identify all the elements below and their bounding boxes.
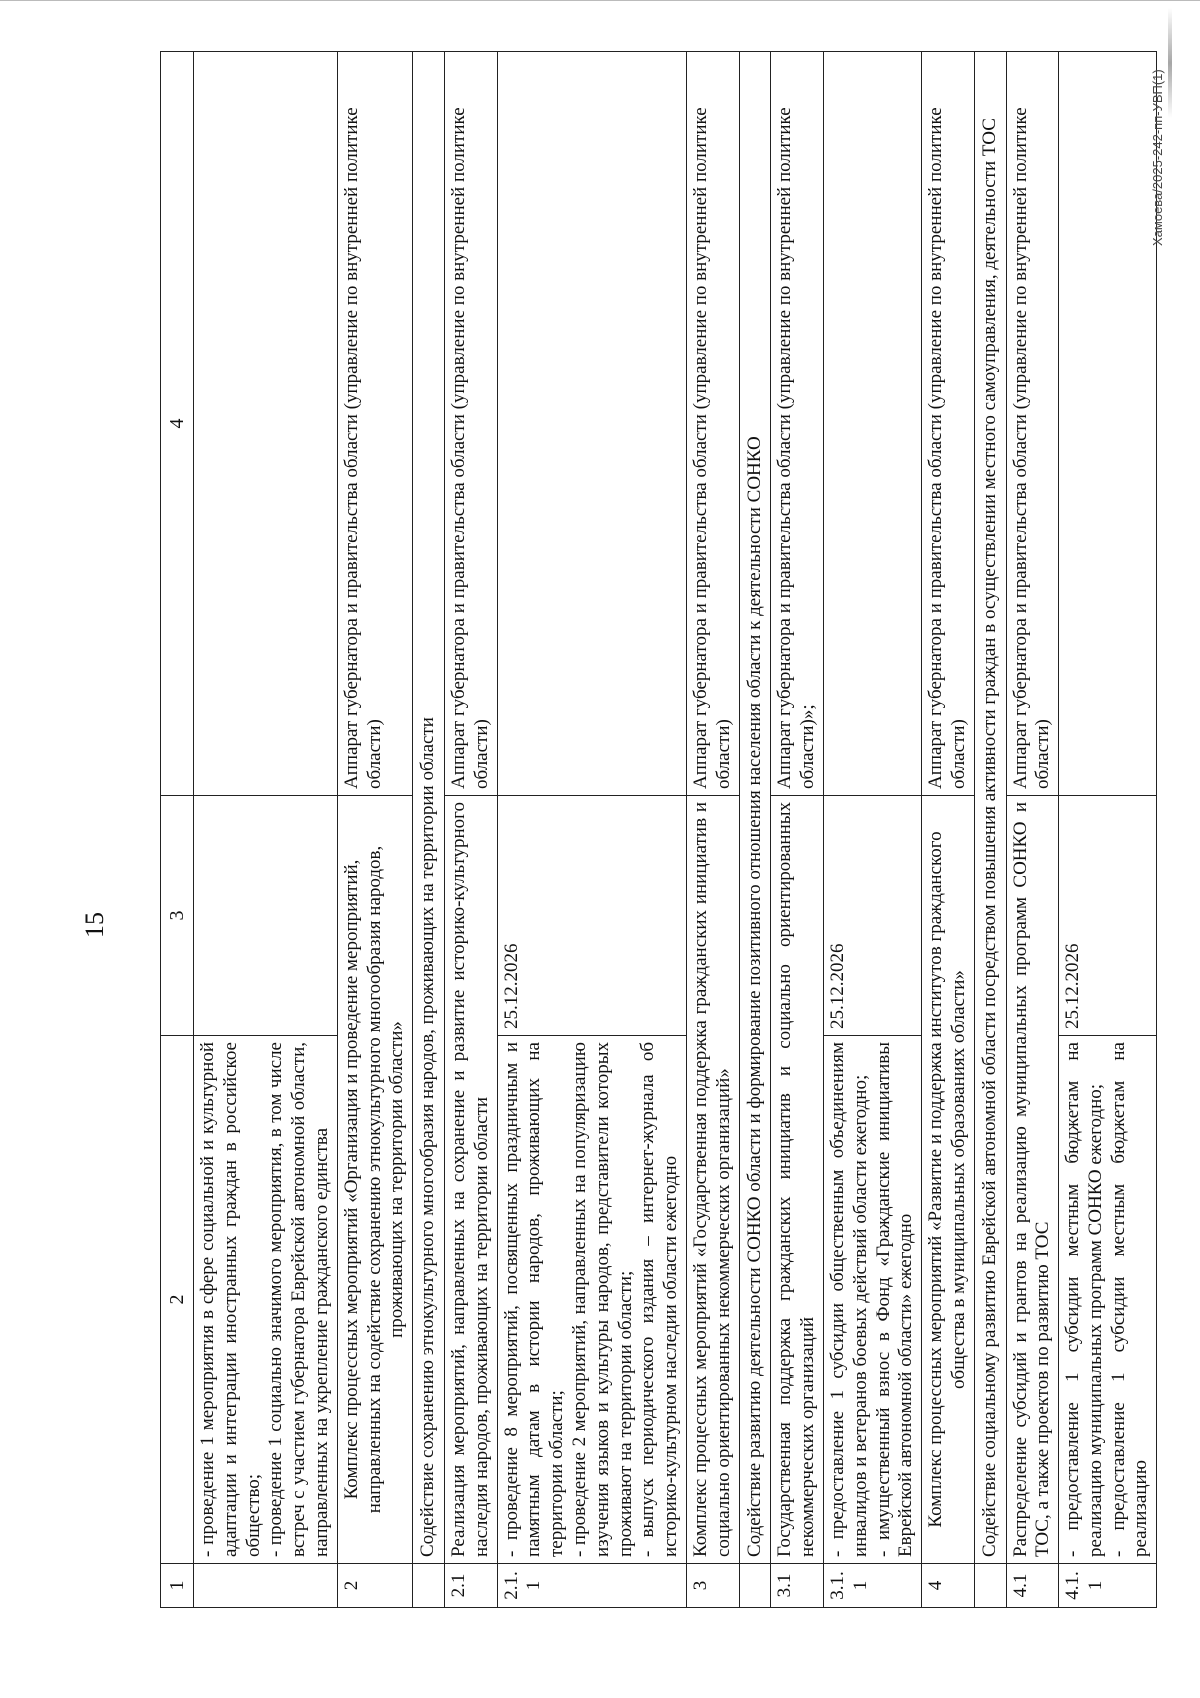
row-deadline [194, 796, 338, 1036]
row-number: 3.1 [771, 1564, 824, 1608]
row-number: 2.1.1 [497, 1564, 686, 1608]
table-row [194, 52, 338, 1608]
table-row [1006, 52, 1059, 1608]
table-row [444, 52, 497, 1608]
section-title: Содействие развитию деятельности СОНКО области и формирование позитивного отношения населения области к деятельности СОНКО [739, 52, 771, 1564]
description-line: - проведение 8 мероприятий, посвященных праздничным и памятным датам в истории народов, проживающих на территории области; [500, 1042, 568, 1557]
row-number [413, 1564, 445, 1608]
section-row [413, 52, 445, 1608]
row-deadline: 25.12.2026 [823, 796, 921, 1036]
row-description [1059, 1036, 1157, 1564]
row-number: 3.1.1 [823, 1564, 921, 1608]
row-deadline: 25.12.2026 [1059, 796, 1157, 1036]
section-title: Содействие социальному развитию Еврейской автономной области посредством повышения активности граждан в осуществлении местного самоуправления, деятельности ТОС [974, 52, 1006, 1564]
description-line: - предоставление 1 субсидии местным бюджетам на реализацию [1107, 1042, 1152, 1557]
row-number: 3 [686, 1564, 739, 1608]
table-row [922, 52, 975, 1608]
row-number [974, 1564, 1006, 1608]
header-col-3: 3 [161, 796, 194, 1036]
section-row [974, 52, 1006, 1608]
header-col-2: 2 [161, 1036, 194, 1564]
section-title: Содействие сохранению этнокультурного многообразия народов, проживающих на территории области [413, 52, 445, 1564]
row-description [497, 1036, 686, 1564]
row-description: Государственная поддержка гражданских инициатив и социально ориентированных некоммерческих организаций [771, 796, 824, 1564]
row-responsible [194, 52, 338, 796]
row-responsible: Аппарат губернатора и правительства области (управление по внутренней политике области) [337, 52, 412, 796]
row-number [194, 1564, 338, 1608]
description-line: - предоставление 1 субсидии местным бюджетам на реализацию муниципальных программ СОНКО ежегодно; [1062, 1042, 1106, 1557]
row-number: 4.1.1 [1059, 1564, 1157, 1608]
description-line: - проведение 1 мероприятия в сфере социальной и культурной адаптации и интеграции иностранных граждан в российское общество; [197, 1042, 264, 1557]
program-measures-table [160, 51, 1157, 1608]
row-responsible [1059, 52, 1157, 796]
table-row [823, 52, 921, 1608]
header-col-4: 4 [161, 52, 194, 796]
row-number: 4 [922, 1564, 975, 1608]
row-description [823, 1036, 921, 1564]
row-responsible: Аппарат губернатора и правительства области (управление по внутренней политике области) [444, 52, 497, 796]
row-responsible [497, 52, 686, 796]
row-number: 2 [337, 1564, 412, 1608]
table-row [771, 52, 824, 1608]
row-description: Комплекс процессных мероприятий «Развитие и поддержка институтов гражданского общества в муниципальных образованиях области» [922, 796, 975, 1564]
row-deadline: 25.12.2026 [497, 796, 686, 1036]
row-responsible: Аппарат губернатора и правительства области (управление по внутренней политике области) [1006, 52, 1059, 796]
row-description: Комплекс процессных мероприятий «Организация и проведение мероприятий, направленных на содействие сохранению этнокультурного многообразия народов, проживающих на территории области» [337, 796, 412, 1564]
table-header-row [161, 52, 194, 1608]
table-row [1059, 52, 1157, 1608]
row-description: Комплекс процессных мероприятий «Государственная поддержка гражданских инициатив и социально ориентированных некоммерческих организаций» [686, 796, 739, 1564]
page-number: 15 [80, 912, 109, 938]
table-row [337, 52, 412, 1608]
table-row [497, 52, 686, 1608]
row-responsible: Аппарат губернатора и правительства области (управление по внутренней политике области) [686, 52, 739, 796]
row-number: 4.1 [1006, 1564, 1059, 1608]
row-responsible: Аппарат губернатора и правительства области (управление по внутренней политике области)»; [771, 52, 824, 796]
row-description [194, 1036, 338, 1564]
header-col-1: 1 [161, 1564, 194, 1608]
description-line: - проведение 2 мероприятий, направленных на популяризацию изучения языков и культуры народов, представители которых проживают на территории области; [568, 1042, 636, 1557]
description-line: - проведение 1 социально значимого мероприятия, в том числе встреч с участием губернатора Еврейской автономной области, направленных на укрепление гражданского единства [265, 1042, 332, 1557]
row-description: Распределение субсидий и грантов на реализацию муниципальных программ СОНКО и ТОС, а также проектов по развитию ТОС [1006, 796, 1059, 1564]
document-footer-code: Хамоева/2025-242-пп-УВП(1) [1150, 69, 1165, 246]
section-row [739, 52, 771, 1608]
description-line: - выпуск периодического издания – интернет-журнала об историко-культурном наследии области ежегодно [637, 1042, 682, 1557]
row-responsible [823, 52, 921, 796]
description-line: - имущественный взнос в Фонд «Гражданские инициативы Еврейской автономной области» ежегодно [872, 1042, 917, 1557]
row-number: 2.1 [444, 1564, 497, 1608]
description-line: - предоставление 1 субсидии общественным объединениям инвалидов и ветеранов боевых действий области ежегодно; [826, 1042, 871, 1557]
row-description: Реализация мероприятий, направленных на сохранение и развитие историко-культурного наследия народов, проживающих на территории области [444, 796, 497, 1564]
row-responsible: Аппарат губернатора и правительства области (управление по внутренней политике области) [922, 52, 975, 796]
scan-smudge [1168, 8, 1172, 118]
row-number [739, 1564, 771, 1608]
table-row [686, 52, 739, 1608]
